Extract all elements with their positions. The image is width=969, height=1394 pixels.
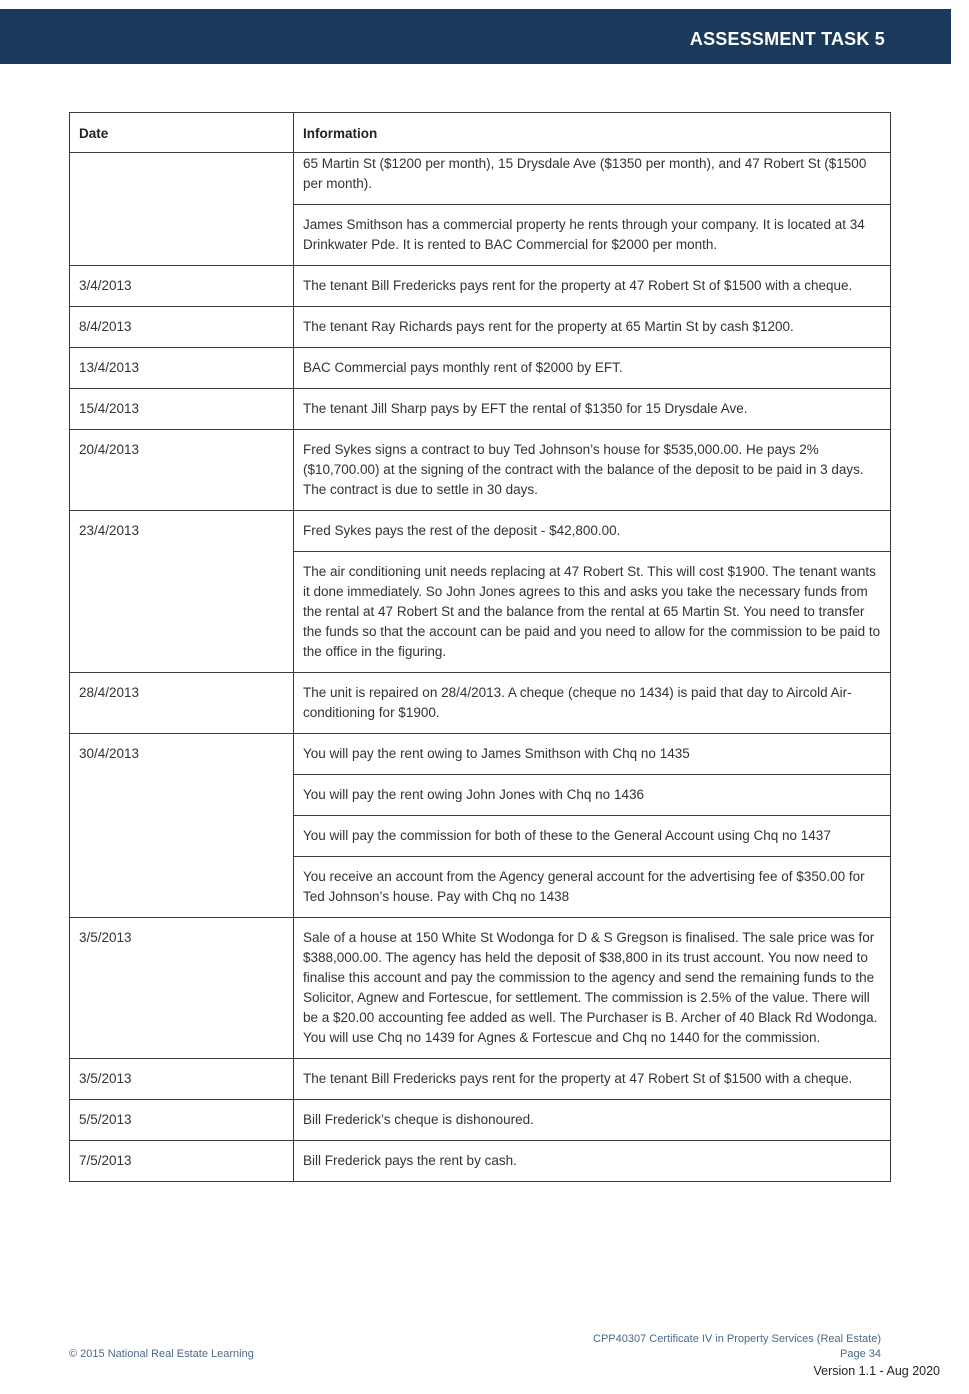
- table-row: [70, 266, 891, 307]
- date-cell: 13/4/2013: [70, 348, 294, 389]
- date-cell: 3/4/2013: [70, 266, 294, 307]
- date-column-header: Date: [70, 113, 294, 153]
- table-row: [70, 307, 891, 348]
- table-header-row: [70, 113, 891, 153]
- date-cell: 3/5/2013: [70, 918, 294, 1059]
- footer-version: Version 1.1 - Aug 2020: [813, 1364, 940, 1378]
- date-cell: 3/5/2013: [70, 1059, 294, 1100]
- date-cell: 5/5/2013: [70, 1100, 294, 1141]
- information-cell: BAC Commercial pays monthly rent of $2000 by EFT.: [294, 348, 891, 389]
- information-cell: 65 Martin St ($1200 per month), 15 Drysdale Ave ($1350 per month), and 47 Robert St ($1500 per month).: [294, 153, 891, 205]
- information-cell: Fred Sykes signs a contract to buy Ted Johnson’s house for $535,000.00. He pays 2% ($10,700.00) at the signing of the contract with the balance of the deposit to be paid in 3 days. The contract is due to settle in 30 days.: [294, 430, 891, 511]
- header-bar: [0, 9, 951, 64]
- table-row: [70, 673, 891, 734]
- table-row: [70, 1100, 891, 1141]
- information-cell: The air conditioning unit needs replacing at 47 Robert St. This will cost $1900. The tenant wants it done immediately. So John Jones agrees to this and asks you take the necessary funds from the rental at 47 Robert St and the balance from the rental at 65 Martin St. You need to transfer the funds so that the account can be paid and you need to allow for the commission to be paid to the office in the figuring.: [294, 552, 891, 673]
- information-cell: The tenant Bill Fredericks pays rent for the property at 47 Robert St of $1500 with a cheque.: [294, 1059, 891, 1100]
- date-cell: [70, 153, 294, 266]
- information-cell: You receive an account from the Agency general account for the advertising fee of $350.00 for Ted Johnson’s house. Pay with Chq no 1438: [294, 857, 891, 918]
- table-row: [70, 1141, 891, 1182]
- date-cell: 20/4/2013: [70, 430, 294, 511]
- table-row: [70, 430, 891, 511]
- information-cell: James Smithson has a commercial property he rents through your company. It is located at 34 Drinkwater Pde. It is rented to BAC Commercial for $2000 per month.: [294, 205, 891, 266]
- date-cell: 30/4/2013: [70, 734, 294, 918]
- information-cell: You will pay the rent owing to James Smithson with Chq no 1435: [294, 734, 891, 775]
- information-cell: The unit is repaired on 28/4/2013. A cheque (cheque no 1434) is paid that day to Aircold Air-conditioning for $1900.: [294, 673, 891, 734]
- information-cell: Fred Sykes pays the rest of the deposit - $42,800.00.: [294, 511, 891, 552]
- table-row: [70, 511, 891, 552]
- information-cell: Bill Frederick’s cheque is dishonoured.: [294, 1100, 891, 1141]
- table-row: [70, 734, 891, 775]
- footer-course: CPP40307 Certificate IV in Property Services (Real Estate): [593, 1333, 881, 1345]
- information-cell: The tenant Bill Fredericks pays rent for the property at 47 Robert St of $1500 with a cheque.: [294, 266, 891, 307]
- footer-page-number: Page 34: [840, 1348, 881, 1360]
- date-cell: 8/4/2013: [70, 307, 294, 348]
- table-body: [70, 153, 891, 1182]
- information-cell: You will pay the rent owing John Jones with Chq no 1436: [294, 775, 891, 816]
- table-row: [70, 348, 891, 389]
- date-cell: 7/5/2013: [70, 1141, 294, 1182]
- information-cell: The tenant Ray Richards pays rent for the property at 65 Martin St by cash $1200.: [294, 307, 891, 348]
- information-cell: Bill Frederick pays the rent by cash.: [294, 1141, 891, 1182]
- table-row: [70, 918, 891, 1059]
- footer-copyright: © 2015 National Real Estate Learning: [69, 1348, 254, 1360]
- table-row: [70, 153, 891, 205]
- page-title: ASSESSMENT TASK 5: [689, 29, 885, 49]
- date-cell: 23/4/2013: [70, 511, 294, 673]
- information-cell: The tenant Jill Sharp pays by EFT the rental of $1350 for 15 Drysdale Ave.: [294, 389, 891, 430]
- transactions-table: [69, 112, 891, 1182]
- information-cell: You will pay the commission for both of these to the General Account using Chq no 1437: [294, 816, 891, 857]
- date-cell: 28/4/2013: [70, 673, 294, 734]
- information-column-header: Information: [294, 113, 891, 153]
- table-row: [70, 1059, 891, 1100]
- information-cell: Sale of a house at 150 White St Wodonga for D & S Gregson is finalised. The sale price was for $388,000.00. The agency has held the deposit of $38,800 in its trust account. You now need to finalise this account and pay the commission to the agency and send the remaining funds to the Solicitor, Agnew and Fortescue, for settlement. The commission is 2.5% of the value. There will be a $20.00 accounting fee added as well. The Purchaser is B. Archer of 40 Black Rd Wodonga. You will use Chq no 1439 for Agnes & Fortescue and Chq no 1440 for the commission.: [294, 918, 891, 1059]
- table-row: [70, 389, 891, 430]
- date-cell: 15/4/2013: [70, 389, 294, 430]
- footer-course-info: [593, 1332, 881, 1362]
